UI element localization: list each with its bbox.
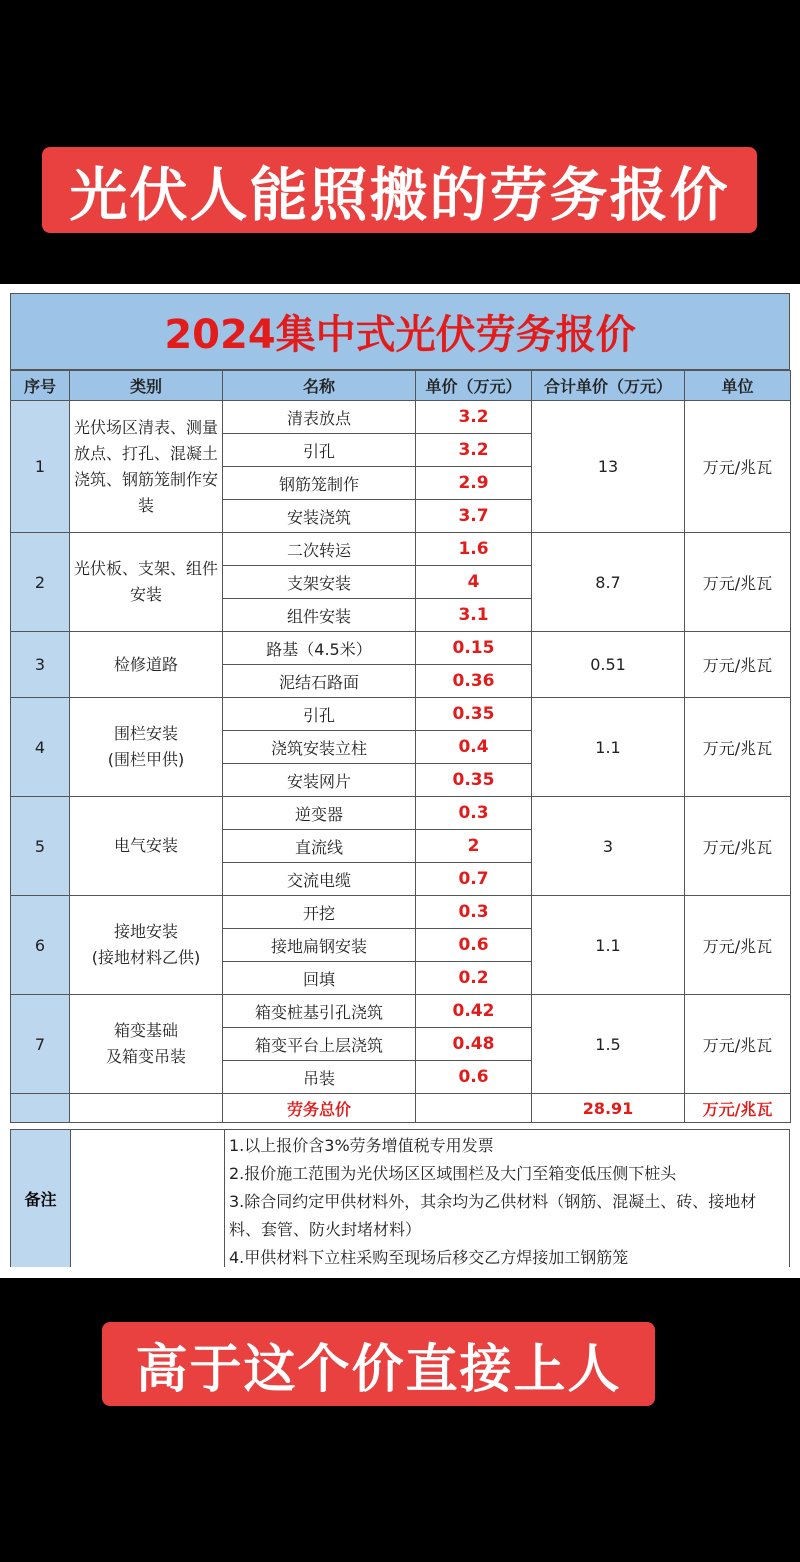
row-seq: 6 (11, 896, 70, 995)
item-price: 2 (416, 830, 532, 863)
item-price: 0.4 (416, 731, 532, 764)
item-name: 安装浇筑 (223, 500, 416, 533)
summary-category-empty (70, 1094, 223, 1123)
item-price: 0.35 (416, 698, 532, 731)
item-price: 0.3 (416, 797, 532, 830)
summary-seq-empty (11, 1094, 70, 1123)
item-name: 吊装 (223, 1061, 416, 1094)
table-row (11, 698, 791, 731)
item-price: 3.1 (416, 599, 532, 632)
item-name: 箱变平台上层浇筑 (223, 1028, 416, 1061)
item-name: 清表放点 (223, 401, 416, 434)
header-total: 合计单价（万元） (532, 371, 685, 401)
header-seq: 序号 (11, 371, 70, 401)
note-item: 3.除合同约定甲供材料外，其余均为乙供材料（钢筋、混凝土、砖、接地材料、套管、防火封堵材料） (229, 1192, 757, 1239)
table-row (11, 995, 791, 1028)
item-price: 0.2 (416, 962, 532, 995)
item-name: 接地扁钢安装 (223, 929, 416, 962)
row-seq: 5 (11, 797, 70, 896)
row-seq: 4 (11, 698, 70, 797)
row-total: 8.7 (532, 533, 685, 632)
item-price: 3.2 (416, 434, 532, 467)
item-price: 0.48 (416, 1028, 532, 1061)
header-unit: 单位 (685, 371, 791, 401)
item-name: 回填 (223, 962, 416, 995)
item-price: 1.6 (416, 533, 532, 566)
row-seq: 3 (11, 632, 70, 698)
item-price: 3.7 (416, 500, 532, 533)
row-total: 1.1 (532, 698, 685, 797)
summary-unit: 万元/兆瓦 (685, 1094, 791, 1123)
item-name: 浇筑安装立柱 (223, 731, 416, 764)
row-unit: 万元/兆瓦 (685, 533, 791, 632)
row-unit: 万元/兆瓦 (685, 896, 791, 995)
table-row (11, 401, 791, 434)
table-row (11, 896, 791, 929)
row-unit: 万元/兆瓦 (685, 698, 791, 797)
top-banner: 光伏人能照搬的劳务报价 (42, 147, 757, 233)
notes-spacer (71, 1130, 225, 1267)
item-price: 4 (416, 566, 532, 599)
row-total: 1.5 (532, 995, 685, 1094)
item-price: 3.2 (416, 401, 532, 434)
table-row (11, 632, 791, 665)
item-price: 0.42 (416, 995, 532, 1028)
note-item: 4.甲供材料下立柱采购至现场后移交乙方焊接加工钢筋笼 (229, 1248, 629, 1267)
row-total: 3 (532, 797, 685, 896)
item-name: 交流电缆 (223, 863, 416, 896)
notes-text (225, 1130, 789, 1267)
table-row (11, 533, 791, 566)
table-header-row (11, 371, 791, 401)
item-name: 开挖 (223, 896, 416, 929)
item-price: 0.6 (416, 1061, 532, 1094)
note-item: 2.报价施工范围为光伏场区区域围栏及大门至箱变低压侧下桩头 (229, 1164, 677, 1183)
notes-section (10, 1129, 790, 1267)
row-seq: 7 (11, 995, 70, 1094)
row-category: 电气安装 (70, 797, 223, 896)
price-table (10, 370, 791, 1123)
item-name: 泥结石路面 (223, 665, 416, 698)
item-name: 直流线 (223, 830, 416, 863)
item-name: 路基（4.5米） (223, 632, 416, 665)
row-category: 围栏安装 (围栏甲供) (70, 698, 223, 797)
item-price: 0.36 (416, 665, 532, 698)
row-category: 检修道路 (70, 632, 223, 698)
item-name: 钢筋笼制作 (223, 467, 416, 500)
row-total: 1.1 (532, 896, 685, 995)
item-price: 0.6 (416, 929, 532, 962)
row-category: 接地安装 (接地材料乙供) (70, 896, 223, 995)
item-name: 安装网片 (223, 764, 416, 797)
price-sheet (0, 284, 800, 1278)
header-name: 名称 (223, 371, 416, 401)
item-name: 组件安装 (223, 599, 416, 632)
item-price: 0.7 (416, 863, 532, 896)
summary-row (11, 1094, 791, 1123)
row-unit: 万元/兆瓦 (685, 797, 791, 896)
item-name: 二次转运 (223, 533, 416, 566)
summary-total: 28.91 (532, 1094, 685, 1123)
bottom-banner: 高于这个价直接上人 (102, 1322, 655, 1406)
row-unit: 万元/兆瓦 (685, 632, 791, 698)
item-name: 逆变器 (223, 797, 416, 830)
item-price: 0.3 (416, 896, 532, 929)
item-name: 支架安装 (223, 566, 416, 599)
header-category: 类别 (70, 371, 223, 401)
item-price: 0.15 (416, 632, 532, 665)
note-item: 1.以上报价含3%劳务增值税专用发票 (229, 1136, 494, 1155)
item-name: 引孔 (223, 434, 416, 467)
item-price: 0.35 (416, 764, 532, 797)
summary-price-empty (416, 1094, 532, 1123)
row-total: 13 (532, 401, 685, 533)
row-total: 0.51 (532, 632, 685, 698)
table-row (11, 797, 791, 830)
row-unit: 万元/兆瓦 (685, 995, 791, 1094)
row-category: 箱变基础 及箱变吊装 (70, 995, 223, 1094)
table-title: 2024集中式光伏劳务报价 (10, 293, 790, 370)
row-seq: 1 (11, 401, 70, 533)
table-body (11, 401, 791, 1123)
row-seq: 2 (11, 533, 70, 632)
item-name: 箱变桩基引孔浇筑 (223, 995, 416, 1028)
item-price: 2.9 (416, 467, 532, 500)
summary-label: 劳务总价 (223, 1094, 416, 1123)
header-price: 单价（万元） (416, 371, 532, 401)
notes-label: 备注 (11, 1130, 71, 1267)
row-category: 光伏场区清表、测量放点、打孔、混凝土浇筑、钢筋笼制作安装 (70, 401, 223, 533)
item-name: 引孔 (223, 698, 416, 731)
row-unit: 万元/兆瓦 (685, 401, 791, 533)
row-category: 光伏板、支架、组件安装 (70, 533, 223, 632)
